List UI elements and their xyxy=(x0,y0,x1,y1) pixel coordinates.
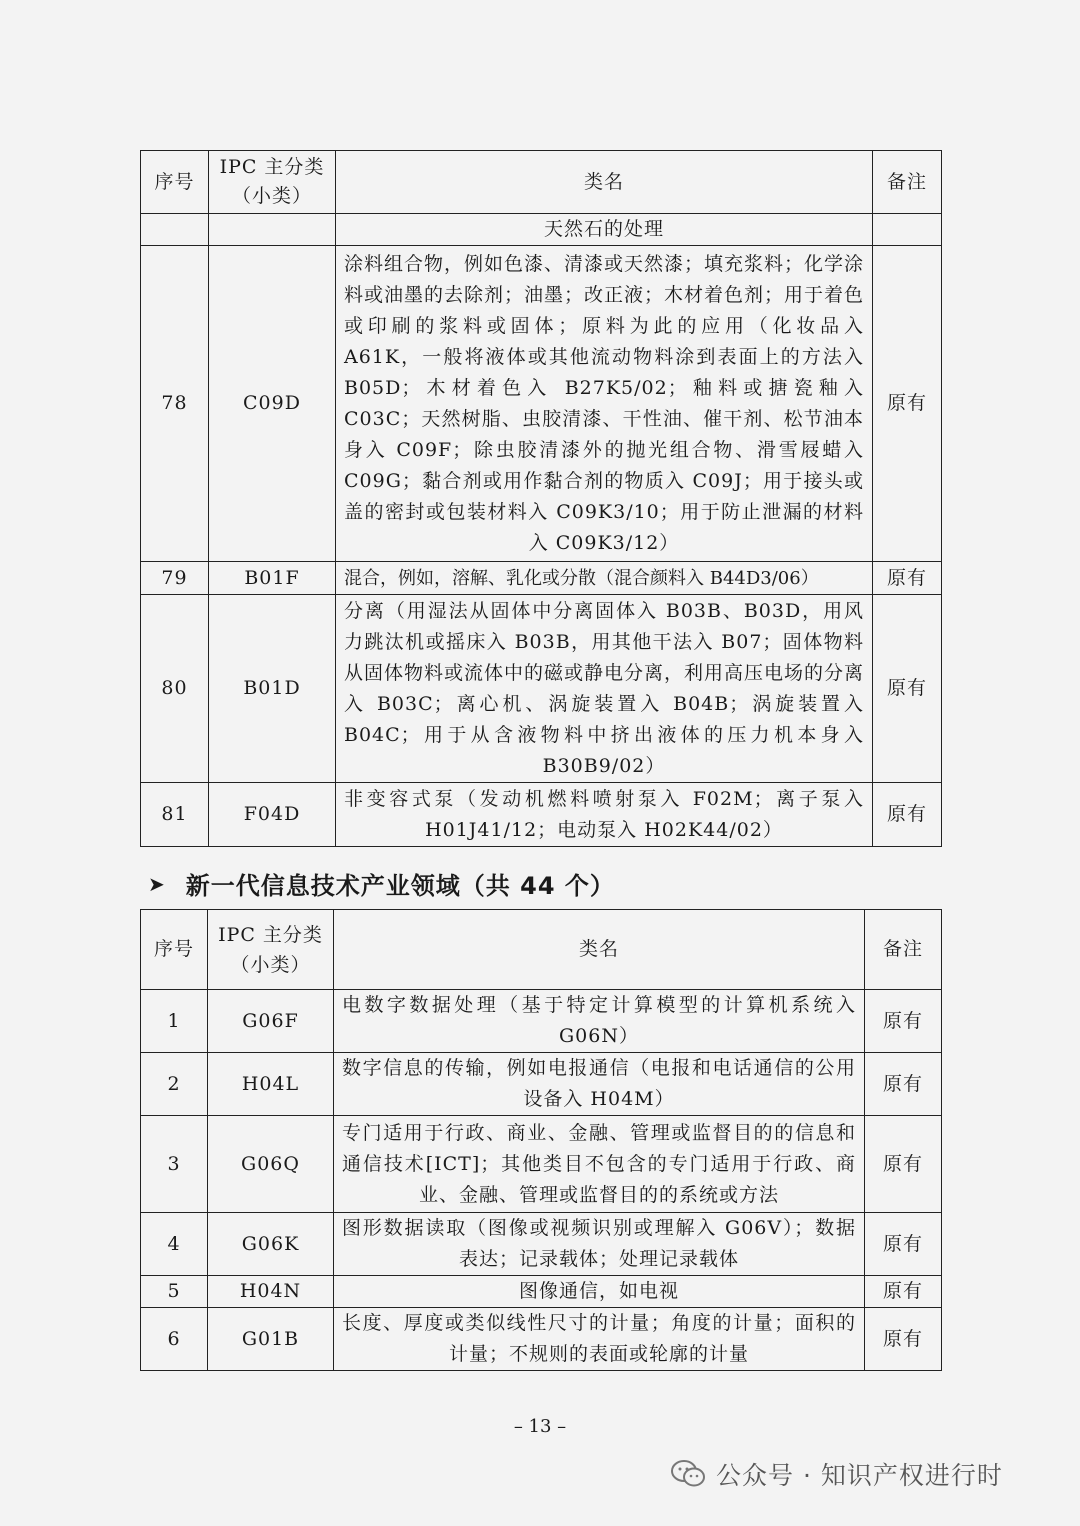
cell-no: 79 xyxy=(141,562,209,595)
cell-note: 原有 xyxy=(865,990,942,1053)
table-row xyxy=(141,990,942,1053)
cell-name: 图形数据读取（图像或视频识别或理解入 G06V）；数据表达；记录载体；处理记录载体 xyxy=(334,1213,865,1276)
header-no: 序号 xyxy=(141,910,208,990)
header-note: 备注 xyxy=(865,910,942,990)
cell-no: 4 xyxy=(141,1213,208,1276)
cell-ipc: B01F xyxy=(209,562,336,595)
cell-ipc: H04N xyxy=(208,1276,334,1308)
cell-no: 80 xyxy=(141,595,209,783)
header-name: 类名 xyxy=(336,151,873,214)
cell-note xyxy=(873,214,942,246)
cell-ipc: G06K xyxy=(208,1213,334,1276)
header-ipc-line2: （小类） xyxy=(231,185,312,207)
cell-no: 2 xyxy=(141,1053,208,1116)
cell-note: 原有 xyxy=(865,1116,942,1213)
header-name: 类名 xyxy=(334,910,865,990)
section-heading xyxy=(148,866,615,901)
cell-note: 原有 xyxy=(865,1276,942,1308)
cell-no: 1 xyxy=(141,990,208,1053)
cell-ipc: H04L xyxy=(208,1053,334,1116)
cell-ipc: G06Q xyxy=(208,1116,334,1213)
cell-note: 原有 xyxy=(865,1213,942,1276)
arrow-bullet-icon: ➤ xyxy=(148,871,166,896)
cell-ipc: B01D xyxy=(209,595,336,783)
table-row xyxy=(141,246,942,562)
header-ipc-line1: IPC 主分类 xyxy=(219,156,325,178)
cell-name: 图像通信，如电视 xyxy=(334,1276,865,1308)
cell-name: 专门适用于行政、商业、金融、管理或监督目的的信息和通信技术[ICT]；其他类目不包含的专门适用于行政、商业、金融、管理或监督目的的系统或方法 xyxy=(334,1116,865,1213)
cell-note: 原有 xyxy=(873,246,942,562)
table-row xyxy=(141,1053,942,1116)
cell-ipc: F04D xyxy=(209,783,336,847)
cell-no: 5 xyxy=(141,1276,208,1308)
cell-no: 6 xyxy=(141,1308,208,1371)
ipc-table-continued xyxy=(140,150,942,847)
cell-ipc: G06F xyxy=(208,990,334,1053)
table-row xyxy=(141,1116,942,1213)
page-number: – 13 – xyxy=(513,1416,567,1437)
cell-name: 混合，例如，溶解、乳化或分散（混合颜料入 B44D3/06） xyxy=(336,562,873,595)
header-ipc xyxy=(209,151,336,214)
cell-name: 数字信息的传输，例如电报通信（电报和电话通信的公用设备入 H04M） xyxy=(334,1053,865,1116)
header-note: 备注 xyxy=(873,151,942,214)
ipc-table-info-tech xyxy=(140,909,942,1371)
table-header-row xyxy=(141,151,942,214)
cell-name: 电数字数据处理（基于特定计算模型的计算机系统入 G06N） xyxy=(334,990,865,1053)
table-row xyxy=(141,562,942,595)
header-no: 序号 xyxy=(141,151,209,214)
header-ipc-line2: （小类） xyxy=(230,953,311,976)
cell-name: 涂料组合物，例如色漆、清漆或天然漆；填充浆料；化学涂料或油墨的去除剂；油墨；改正液；木材着色剂；用于着色或印刷的浆料或固体；原料为此的应用（化妆品入 A61K，一般将液体或其他流动物料涂到表面上的方法入 B05D；木材着色入 B27K5/02；釉料或搪瓷釉入 C03C；天然树脂、虫胶清漆、干性油、催干剂、松节油本身入 C09F；除虫胶清漆外的抛光组合物、滑雪屐蜡入 C09G；黏合剂或用作黏合剂的物质入 C09J；用于接头或盖的密封或包装材料入 C09K3/10；用于防止泄漏的材料入 C09K3/12） xyxy=(336,246,873,562)
cell-name-continuation: 天然石的处理 xyxy=(336,214,873,246)
cell-name: 非变容式泵（发动机燃料喷射泵入 F02M；离子泵入 H01J41/12；电动泵入 H02K44/02） xyxy=(336,783,873,847)
cell-note: 原有 xyxy=(865,1308,942,1371)
header-ipc-line1: IPC 主分类 xyxy=(218,923,323,946)
cell-note: 原有 xyxy=(865,1053,942,1116)
watermark-text: 公众号 · 知识产权进行时 xyxy=(716,1461,1003,1490)
cell-no xyxy=(141,214,209,246)
cell-no: 78 xyxy=(141,246,209,562)
table-header-row xyxy=(141,910,942,990)
table-row xyxy=(141,783,942,847)
cell-ipc: C09D xyxy=(209,246,336,562)
cell-name: 分离（用湿法从固体中分离固体入 B03B、B03D，用风力跳汰机或摇床入 B03B，用其他干法入 B07；固体物料从固体物料或流体中的磁或静电分离，利用高压电场的分离入 B03C；离心机、涡旋装置入 B04B；涡旋装置入 B04C；用于从含液物料中挤出液体的压力机本身入 B30B9/02） xyxy=(336,595,873,783)
cell-ipc xyxy=(209,214,336,246)
cell-no: 81 xyxy=(141,783,209,847)
wechat-icon xyxy=(670,1459,706,1489)
cell-note: 原有 xyxy=(873,783,942,847)
table-row xyxy=(141,214,942,246)
table-row xyxy=(141,1276,942,1308)
section-heading-text: 新一代信息技术产业领域（共 44 个） xyxy=(185,872,615,900)
cell-note: 原有 xyxy=(873,562,942,595)
header-ipc xyxy=(208,910,334,990)
cell-ipc: G01B xyxy=(208,1308,334,1371)
table-row xyxy=(141,595,942,783)
cell-no: 3 xyxy=(141,1116,208,1213)
cell-note: 原有 xyxy=(873,595,942,783)
table-row xyxy=(141,1213,942,1276)
cell-name: 长度、厚度或类似线性尺寸的计量；角度的计量；面积的计量；不规则的表面或轮廓的计量 xyxy=(334,1308,865,1371)
watermark xyxy=(670,1456,1003,1492)
table-row xyxy=(141,1308,942,1371)
